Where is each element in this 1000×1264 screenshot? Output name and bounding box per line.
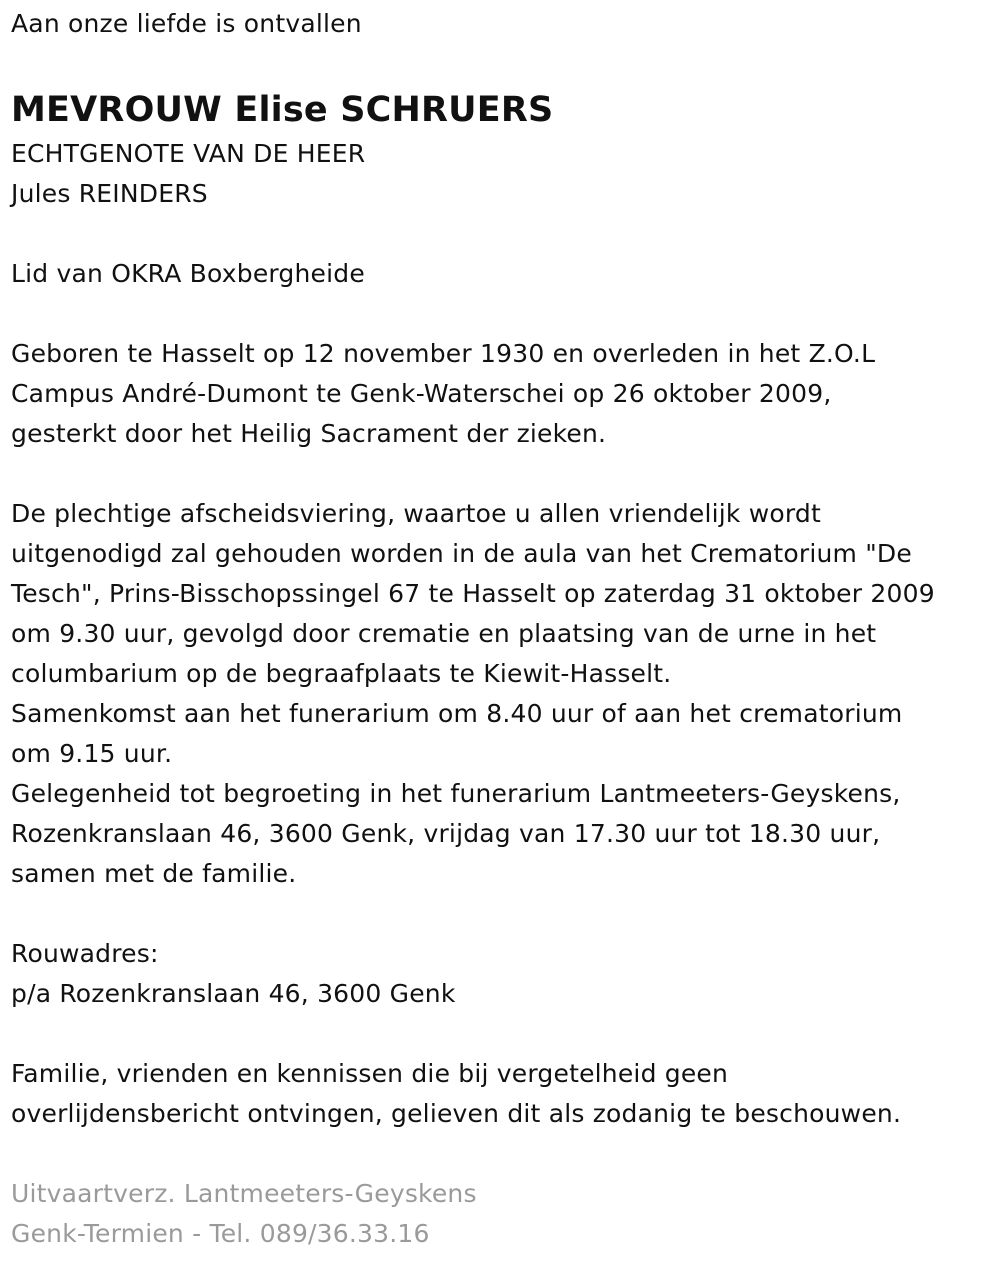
spouse-name: Jules REINDERS (11, 179, 208, 208)
address-label: Rouwadres: (11, 939, 159, 968)
intro-line: Aan onze liefde is ontvallen (11, 9, 362, 38)
paragraph-line: Gelegenheid tot begroeting in het funerarium Lantmeeters-Geyskens, (11, 779, 901, 808)
spacer (11, 294, 991, 334)
paragraph-line: om 9.15 uur. (11, 739, 173, 768)
deceased-name: MEVROUW Elise SCHRUERS (11, 90, 554, 130)
paragraph-line: gesterkt door het Heilig Sacrament der zieken. (11, 419, 607, 448)
paragraph-line: Familie, vrienden en kennissen die bij vergetelheid geen (11, 1059, 729, 1088)
paragraph-line: Campus André-Dumont te Genk-Waterschei op 26 oktober 2009, (11, 379, 832, 408)
paragraph-line: om 9.30 uur, gevolgd door crematie en plaatsing van de urne in het (11, 619, 877, 648)
spouse-label: ECHTGENOTE VAN DE HEER (11, 139, 366, 168)
paragraph-line: Rozenkranslaan 46, 3600 Genk, vrijdag van 17.30 uur tot 18.30 uur, (11, 819, 881, 848)
spacer (11, 1134, 991, 1174)
membership: Lid van OKRA Boxbergheide (11, 259, 365, 288)
paragraph-line: Geboren te Hasselt op 12 november 1930 en overleden in het Z.O.L (11, 339, 876, 368)
spacer (11, 44, 991, 84)
funeral-home-contact: Genk-Termien - Tel. 089/36.33.16 (11, 1219, 430, 1248)
spacer (11, 214, 991, 254)
paragraph-line: Tesch", Prins-Bisschopssingel 67 te Hasselt op zaterdag 31 oktober 2009 (11, 579, 935, 608)
paragraph-line: columbarium op de begraafplaats te Kiewit-Hasselt. (11, 659, 672, 688)
funeral-home-name: Uitvaartverz. Lantmeeters-Geyskens (11, 1179, 477, 1208)
paragraph-line: uitgenodigd zal gehouden worden in de aula van het Crematorium "De (11, 539, 912, 568)
paragraph-line: samen met de familie. (11, 859, 297, 888)
notice-paragraph (11, 1054, 991, 1134)
obituary-notice (11, 4, 991, 1254)
spacer (11, 1014, 991, 1054)
birth-death-paragraph (11, 334, 991, 454)
paragraph-line: overlijdensbericht ontvingen, gelieven dit als zodanig te beschouwen. (11, 1099, 902, 1128)
spacer (11, 454, 991, 494)
paragraph-line: Samenkomst aan het funerarium om 8.40 uur of aan het crematorium (11, 699, 903, 728)
paragraph-line: De plechtige afscheidsviering, waartoe u allen vriendelijk wordt (11, 499, 821, 528)
spacer (11, 894, 991, 934)
funeral-home-footer (11, 1174, 991, 1254)
mourning-address (11, 934, 991, 1014)
ceremony-paragraph (11, 494, 991, 894)
address-value: p/a Rozenkranslaan 46, 3600 Genk (11, 979, 456, 1008)
